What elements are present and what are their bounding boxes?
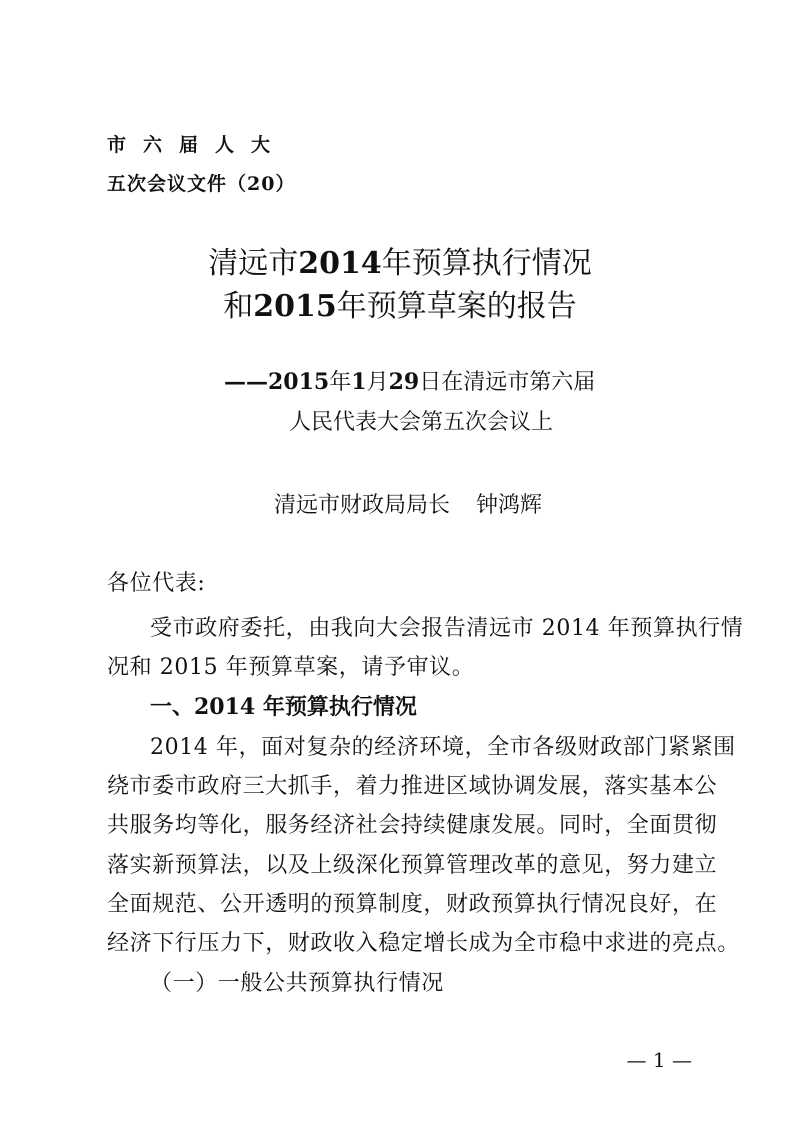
report-title-line-2 xyxy=(0,288,800,326)
subtitle-dash: —— xyxy=(224,369,268,395)
title-text: 和 xyxy=(223,289,254,324)
document-meta-session: 市六届人大 xyxy=(107,134,288,156)
paragraph-line: 经济下行压力下，财政收入稳定增长成为全市稳中求进的亮点。 xyxy=(107,931,740,956)
paragraph-line: 况和 2015 年预算草案，请予审议。 xyxy=(107,655,475,680)
subtitle-text: 年 xyxy=(329,370,352,395)
report-subtitle-line-1 xyxy=(224,368,595,397)
report-author xyxy=(274,492,542,520)
subsection-heading: （一）一般公共预算执行情况 xyxy=(150,971,444,996)
subtitle-month: 1 xyxy=(351,369,367,395)
paragraph-line: 绕市委市政府三大抓手，着力推进区域协调发展，落实基本公 xyxy=(107,774,718,799)
paragraph-line: 落实新预算法，以及上级深化预算管理改革的意见，努力建立 xyxy=(107,853,718,878)
author-position: 清远市财政局局长 xyxy=(274,493,451,518)
subtitle-text: 日在清远市第六届 xyxy=(419,370,596,395)
section-heading: 一、2014 年预算执行情况 xyxy=(150,694,417,720)
title-year: 2015 xyxy=(253,289,337,324)
subtitle-text: 月 xyxy=(366,370,389,395)
report-subtitle-line-2: 人民代表大会第五次会议上 xyxy=(289,410,554,435)
title-text: 年预算执行情况 xyxy=(381,246,592,281)
page-number: — 1 — xyxy=(626,1048,692,1072)
paragraph-line: 2014 年，面对复杂的经济环境，全市各级财政部门紧紧围 xyxy=(150,735,736,760)
subtitle-day: 29 xyxy=(388,369,420,395)
document-meta-file-number: 五次会议文件（20） xyxy=(107,173,296,195)
subtitle-year: 2015 xyxy=(268,369,330,395)
paragraph-line: 受市政府委托，由我向大会报告清远市 2014 年预算执行情 xyxy=(150,616,744,641)
paragraph-line: 全面规范、公开透明的预算制度，财政预算执行情况良好，在 xyxy=(107,892,718,917)
report-title-line-1 xyxy=(0,245,800,283)
author-name: 钟鸿辉 xyxy=(476,493,543,518)
title-year: 2014 xyxy=(298,246,382,281)
title-text: 年预算草案的报告 xyxy=(336,289,577,324)
title-text: 清远市 xyxy=(208,246,299,281)
paragraph-line: 共服务均等化，服务经济社会持续健康发展。同时，全面贯彻 xyxy=(107,813,718,838)
salutation: 各位代表: xyxy=(107,571,206,596)
